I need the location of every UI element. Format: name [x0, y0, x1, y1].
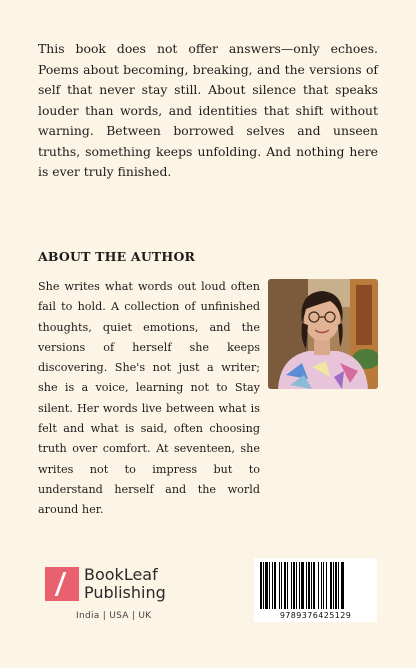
- publisher-name-line1: BookLeaf: [84, 565, 158, 584]
- isbn-number: 9789376425129: [279, 611, 352, 620]
- publisher-regions: India | USA | UK: [76, 611, 152, 621]
- publisher-name: [84, 566, 166, 602]
- publisher-name-line2: Publishing: [84, 583, 166, 602]
- back-cover-blurb: This book does not offer answers—only echoes. Poems about becoming, breaking, and the versions of self that never stay still. About silence that speaks louder than words, and identities that shift without warning. Between borrowed selves and unseen truths, something keeps unfolding. And nothing here is ever truly finished.: [38, 41, 378, 179]
- about-author-heading: ABOUT THE AUTHOR: [38, 249, 196, 264]
- author-bio: She writes what words out loud often fail to hold. A collection of unfinished thoughts, quiet emotions, and the versions of herself she keeps discovering. She's not just a writer; she is a voice, learning not to Stay silent. Her words live between what is felt and what is said, often choosing truth over comfort. At seventeen, she writes not to impress but to understand herself and the world around her.: [38, 280, 260, 517]
- publisher-logo-mark: [45, 567, 79, 601]
- barcode-bars: [259, 562, 372, 609]
- publisher-logo: [45, 567, 195, 627]
- isbn-barcode: [254, 558, 377, 622]
- author-photo: [268, 279, 378, 389]
